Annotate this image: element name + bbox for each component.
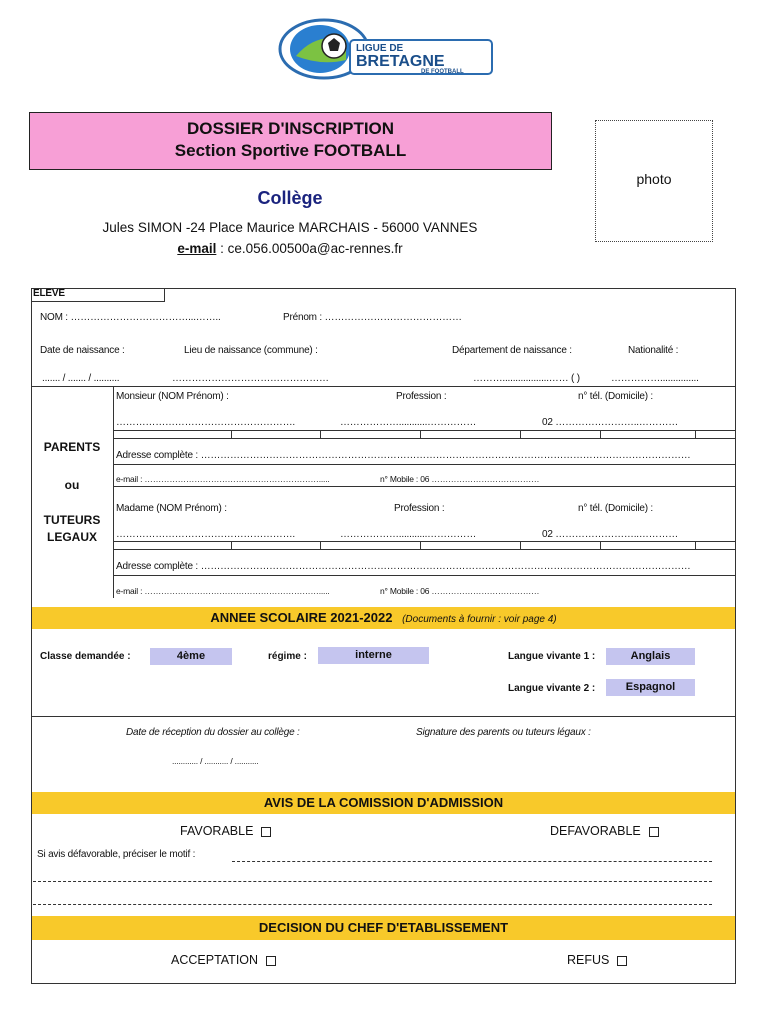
divider [320, 430, 321, 438]
college-heading: Collège [257, 188, 323, 208]
motif-line[interactable] [33, 904, 712, 905]
league-logo [276, 18, 498, 80]
madame-profession-label: Profession : [394, 503, 445, 514]
divider [420, 430, 421, 438]
madame-name-field[interactable]: ………………………………………………. [116, 529, 295, 540]
school-address: Jules SIMON -24 Place Maurice MARCHAIS - 56000 VANNES [102, 220, 478, 235]
divider [113, 386, 114, 598]
avis-band: AVIS DE LA COMISSION D'ADMISSION [32, 792, 735, 814]
refus-label: REFUS [567, 953, 610, 967]
divider [31, 716, 736, 717]
tuteurs-side-label: TUTEURS [43, 513, 101, 527]
logo-line1: LIGUE DE [356, 43, 404, 54]
divider [113, 438, 736, 439]
divider [600, 541, 601, 549]
defavorable-option[interactable] [550, 824, 659, 838]
ou-side-label: ou [64, 478, 80, 492]
favorable-option[interactable] [180, 824, 271, 838]
divider [420, 541, 421, 549]
monsieur-profession-field[interactable]: ………………...........…………… [340, 417, 477, 428]
logo-line3: DE FOOTBALL [421, 69, 464, 75]
dob-label: Date de naissance : [40, 345, 125, 356]
tel-label: n° tél. (Domicile) : [578, 391, 654, 402]
divider [520, 430, 521, 438]
classe-label: Classe demandée : [40, 651, 131, 662]
dept-field[interactable]: ………..................…… ( ) [473, 373, 580, 384]
divider [31, 386, 736, 387]
eleve-label: ELEVE [31, 288, 165, 302]
reception-date-field[interactable]: ............ / ........... / ........... [172, 756, 259, 766]
email-value: : ce.056.00500a@ac-rennes.fr [216, 241, 403, 256]
profession-label: Profession : [396, 391, 447, 402]
photo-box[interactable] [595, 120, 713, 242]
monsieur-name-field[interactable]: ………………………………………………. [116, 417, 295, 428]
signature-label: Signature des parents ou tuteurs légaux : [416, 727, 591, 738]
favorable-label: FAVORABLE [180, 824, 254, 838]
divider [231, 430, 232, 438]
divider [113, 575, 736, 576]
regime-value[interactable]: interne [318, 647, 429, 664]
regime-label: régime : [268, 651, 307, 662]
decision-band: DECISION DU CHEF D'ETABLISSEMENT [32, 916, 735, 940]
lv1-value[interactable]: Anglais [606, 648, 695, 665]
classe-value[interactable]: 4ème [150, 648, 232, 665]
madame-email-field[interactable]: e-mail : ………………………………………………………..... [116, 586, 330, 596]
motif-line[interactable] [232, 861, 712, 862]
acceptation-checkbox[interactable] [266, 956, 276, 966]
lieu-field[interactable]: ………………………………………… [172, 373, 329, 384]
acceptation-label: ACCEPTATION [171, 953, 259, 967]
logo-line2: BRETAGNE [356, 53, 445, 70]
divider [231, 541, 232, 549]
divider [695, 430, 696, 438]
lv1-label: Langue vivante 1 : [508, 651, 596, 662]
defavorable-checkbox[interactable] [649, 827, 659, 837]
dept-label: Département de naissance : [452, 345, 572, 356]
madame-mobile-field[interactable]: n° Mobile : 06 ………………………………… [380, 586, 540, 596]
monsieur-email-field[interactable]: e-mail : ………………………………………………………..... [116, 474, 330, 484]
refus-option[interactable] [567, 953, 627, 967]
annee-title: ANNEE SCOLAIRE 2021-2022 [210, 610, 393, 625]
school-email [0, 241, 580, 256]
monsieur-label: Monsieur (NOM Prénom) : [116, 391, 229, 402]
motif-line[interactable] [33, 881, 712, 882]
annee-band [32, 607, 735, 629]
divider [320, 541, 321, 549]
dossier-title: DOSSIER D'INSCRIPTION [186, 119, 395, 138]
divider [600, 430, 601, 438]
divider [520, 541, 521, 549]
divider [113, 430, 736, 431]
lieu-label: Lieu de naissance (commune) : [184, 345, 318, 356]
photo-label: photo [636, 171, 672, 187]
madame-address-field[interactable]: Adresse complète : …………………………………………………………………………………………………………………………………… [116, 561, 691, 572]
madame-profession-field[interactable]: ………………...........…………… [340, 529, 477, 540]
nationality-label: Nationalité : [628, 345, 679, 356]
monsieur-mobile-field[interactable]: n° Mobile : 06 ………………………………… [380, 474, 540, 484]
dob-field[interactable]: ....... / ....... / .......... [42, 373, 120, 384]
legaux-side-label: LEGAUX [46, 530, 97, 544]
nationality-field[interactable]: ……………............... [611, 373, 699, 384]
refus-checkbox[interactable] [617, 956, 627, 966]
divider [113, 541, 736, 542]
monsieur-tel-field[interactable]: 02 ……………………..………… [542, 417, 679, 428]
monsieur-address-field[interactable]: Adresse complète : …………………………………………………………………………………………………………………………………… [116, 450, 691, 461]
email-label: e-mail [177, 241, 217, 256]
madame-label: Madame (NOM Prénom) : [116, 503, 227, 514]
lv2-value[interactable]: Espagnol [606, 679, 695, 696]
divider [695, 541, 696, 549]
madame-tel-label: n° tél. (Domicile) : [578, 503, 654, 514]
motif-label: Si avis défavorable, préciser le motif : [37, 849, 196, 860]
nom-field[interactable]: NOM : ………………………………...…….. [40, 312, 221, 323]
divider [113, 464, 736, 465]
acceptation-option[interactable] [171, 953, 276, 967]
parents-side-label: PARENTS [43, 440, 101, 454]
reception-date-label: Date de réception du dossier au collège : [126, 727, 300, 738]
lv2-label: Langue vivante 2 : [508, 683, 596, 694]
madame-tel-field[interactable]: 02 ……………………..………… [542, 529, 679, 540]
divider [113, 486, 736, 487]
annee-note: (Documents à fournir : voir page 4) [402, 614, 557, 625]
divider [113, 549, 736, 550]
prenom-field[interactable]: Prénom : …………………………………… [283, 312, 462, 323]
defavorable-label: DEFAVORABLE [550, 824, 641, 838]
title-box [29, 112, 552, 170]
section-title: Section Sportive FOOTBALL [174, 141, 407, 160]
favorable-checkbox[interactable] [261, 827, 271, 837]
